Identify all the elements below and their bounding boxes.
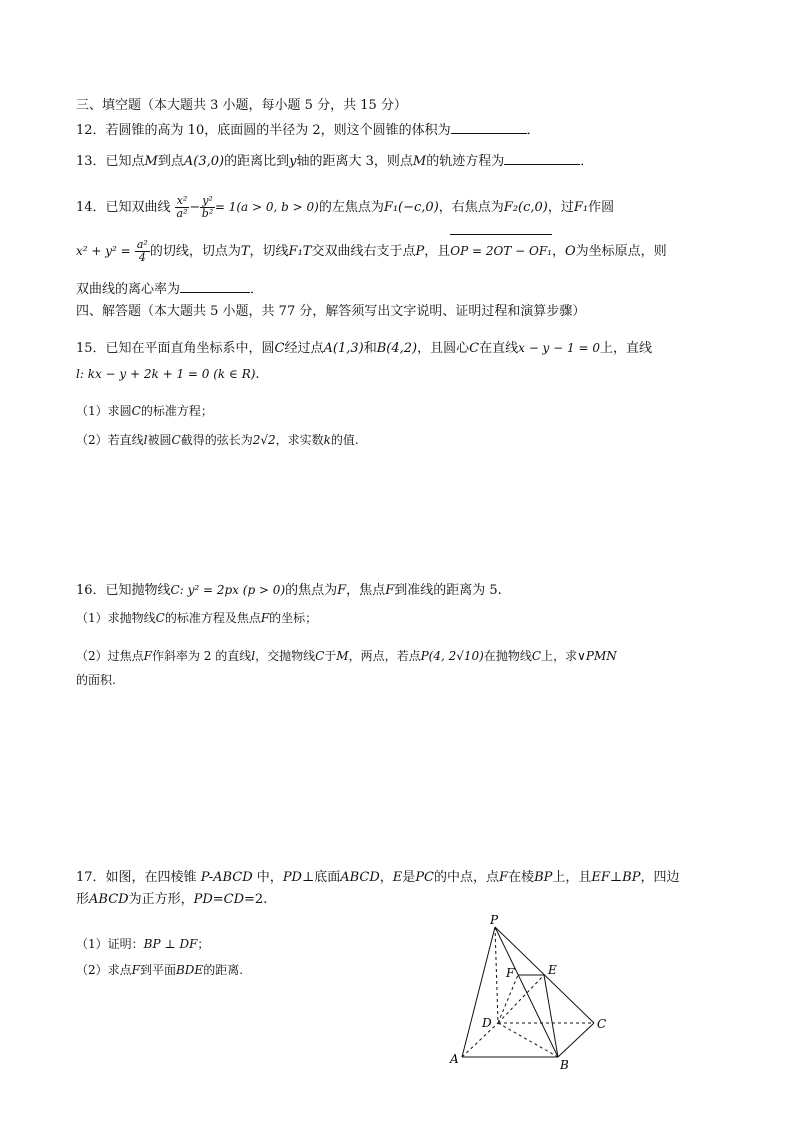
q17-text-o: 上，且 [552,870,592,885]
q17-bp-2: BP [622,870,641,885]
edge-de [498,975,544,1023]
q16-p1-f: F [260,611,270,625]
q17-f: F [499,870,509,885]
question-15-line-1 [76,339,652,358]
q17-text-l2e: 2. [254,892,268,907]
q14-f2: F₂(c,0) [503,200,548,215]
edge-df [498,975,518,1023]
question-12 [76,121,540,140]
q17-text-s: ，四边 [640,870,680,885]
vertex-p-label: P [490,913,499,927]
q15-p2-l: l [143,433,148,447]
q15-point-b: B(4,2) [376,341,418,356]
question-16-part-2-cont [76,671,116,689]
q17-p2-f: F [131,963,140,977]
q14-p: P [415,244,425,259]
q16-p1-text-b: 的标准方程及焦点 [164,611,261,625]
q14-text-c: ，右焦点为 [438,200,504,215]
q14-text-i: ，且 [424,244,451,259]
q16-p2-f: F [143,649,152,663]
vertex-c-label: C [597,1017,607,1031]
q14-f1t: F₁T [288,244,312,259]
q17-pd: PD [282,870,302,885]
question-17-part-1 [76,935,209,953]
q13-answer-blank[interactable] [504,152,580,165]
q17-e: E [392,870,403,885]
q17-pd-cd: PD=CD= [193,892,255,907]
q15-p2-text-e: 的值. [330,433,359,447]
q16-p2-text-c: ，交抛物线 [255,649,316,663]
q17-p1-text-b: ； [197,937,210,951]
q12-text: 12．若圆锥的高为 10，底面圆的半径为 2，则这个圆锥的体积为 [76,123,451,138]
question-14-line-2 [76,236,667,267]
q15-text-d: ，且圆心 [417,341,470,356]
question-15-line-2 [76,365,260,384]
q17-pc: PC [415,870,435,885]
edge-pa [462,927,495,1057]
question-17-line-1 [76,869,679,887]
q14-circle-lhs: x² + y² = [76,244,131,258]
q15-text-e: 在直线 [479,341,519,356]
question-16-line-1 [76,581,502,600]
q13-y-axis: y [289,154,297,169]
q16-text-c: ，焦点 [346,583,386,598]
q17-text-k: 的中点，点 [434,870,500,885]
q13-text-c: 的距离比到 [224,154,290,169]
q17-p1-equation: BP ⊥ DF [143,937,198,951]
q14-circle-frac: $\frac{\text{a²}}{4}$ [136,238,148,264]
q14-text-j: 为坐标原点，则 [575,244,667,259]
q16-p2-c: C [315,649,325,663]
edge-ad [462,1023,498,1057]
question-13 [76,152,593,171]
q17-text-i: 是 [402,870,416,885]
q15-p2-text-c: 截得的弦长为 [180,433,253,447]
q16-p2-text-h: 的面积. [76,673,116,687]
q17-p2-bde: BDE [175,963,204,977]
q16-p2-c2: C [531,649,542,663]
q16-p2-l: l [251,649,256,663]
q13-point-m: M [144,154,158,169]
q16-p1-text-a: （1）求抛物线 [76,611,156,625]
q17-text-l2a: 形 [76,892,90,907]
edge-db [498,1023,558,1057]
q17-text-l2c: 为正方形， [128,892,194,907]
question-15-part-2 [76,431,359,449]
q17-abcd: ABCD [340,870,380,885]
q16-p2-text-d: 于 [324,649,337,663]
q13-text-b: 到点 [157,154,184,169]
q14-text-h: 交双曲线右支于点 [311,244,416,259]
question-16-part-1 [76,609,317,627]
q15-text-a: 15．已知在平面直角坐标系中，圆 [76,341,275,356]
q15-p2-text-d: ，求实数 [275,433,324,447]
q16-text-a: 16．已知抛物线 [76,583,171,598]
q16-p1-c: C [155,611,165,625]
q15-p1-c: C [131,404,141,418]
q15-p2-k: k [323,433,331,447]
q14-text-a: 14．已知双曲线 [76,200,171,215]
q14-answer-blank[interactable] [180,280,250,293]
q15-text-c: 和 [363,341,377,356]
q17-bp: BP [534,870,553,885]
q17-perp: ⊥ [609,870,623,885]
q14-text-e: 作圆 [588,200,615,215]
q16-p1-text-c: 的坐标； [269,611,318,625]
question-16-part-2 [76,647,617,665]
q15-p2-c: C [171,433,181,447]
q16-p2-m: M [336,649,349,663]
q12-end: ． [526,123,540,138]
question-17-line-2 [76,891,267,909]
q14-comma: ， [551,244,565,259]
q14-minus: − [189,200,201,215]
q15-text-f: 上，直线 [599,341,652,356]
section-4-heading: 四、解答题（本大题共 5 小题，共 77 分，解答须写出文字说明、证明过程和演算步骤） [76,304,586,319]
vertex-f-label: F [506,966,515,980]
q16-p2-text-g: 上，求 [541,649,578,663]
q16-p2-text-a: （2）过焦点 [76,649,144,663]
q14-vector-equation: OP = 2OT − OF₁ [450,236,552,266]
q14-eq-rest: = 1(a > 0, b > 0) [214,200,319,214]
edge-bc [558,1023,594,1057]
q17-ef: EF [591,870,610,885]
question-14-line-3 [76,280,263,299]
q16-parabola-equation: C: y² = 2px (p > 0) [170,583,286,597]
q17-text-c: 中， [252,870,283,885]
q13-end: ． [580,154,594,169]
q14-t: T [240,244,250,259]
q14-f1b: F₁ [573,200,589,215]
q17-p1-text-a: （1）证明： [76,937,144,951]
q16-text-b: 的焦点为 [285,583,338,598]
q14-frac-x: $\frac{\text{x²}}{\text{a²}}$ [176,194,188,220]
q15-p1-text-a: （1）求圆 [76,404,132,418]
question-14-line-1 [76,192,614,223]
q15-text-g: . [255,367,260,382]
q15-l-equation: l: kx − y + 2k + 1 = 0 (k ∈ R) [76,367,256,381]
q14-text-b: 的左焦点为 [318,200,384,215]
q14-o: O [564,244,576,259]
q17-abcd-2: ABCD [89,892,129,907]
q14-text-d: ，过 [547,200,574,215]
q15-c2: C [469,341,480,356]
q14-f1: F₁(−c,0) [383,200,439,215]
section-3-heading: 三、填空题（本大题共 3 小题，每小题 5 分，共 15 分） [76,98,407,113]
q15-c: C [274,341,285,356]
q14-end: ． [250,282,264,297]
q14-text-f: 的切线，切点为 [149,244,241,259]
vertex-a-label: A [450,1052,459,1066]
question-15-part-1 [76,402,213,420]
q14-frac-y: $\frac{\text{y²}}{\text{b²}}$ [201,194,214,220]
q15-p2-text-b: 被圆 [147,433,172,447]
q15-p2-chord: 2√2 [252,433,276,447]
q16-f2: F [385,583,395,598]
q13-text-e: 的轨迹方程为 [426,154,505,169]
q16-f: F [337,583,347,598]
q15-point-a: A(1,3) [323,341,364,356]
q16-p2-point-p: P(4, 2√10) [420,649,484,663]
q16-p2-text-e: ，两点，若点 [348,649,421,663]
q13-text-a: 13．已知点 [76,154,145,169]
q17-pyramid: P-ABCD [200,870,253,885]
question-17-part-2 [76,961,243,979]
vertex-b-label: B [560,1058,569,1072]
q16-text-d: 到准线的距离为 5. [394,583,502,598]
q13-point-m-2: M [412,154,427,169]
q16-p2-text-b: 作斜率为 2 的直线 [151,649,252,663]
edge-pd [495,927,498,1023]
q15-line-equation: x − y − 1 = 0 [518,341,600,355]
q15-p2-text-a: （2）若直线 [76,433,144,447]
q14-text-k: 双曲线的离心率为 [76,282,181,297]
edge-pb [495,927,558,1057]
q17-p2-text-a: （2）求点 [76,963,132,977]
q15-text-b: 经过点 [284,341,324,356]
q15-p1-text-b: 的标准方程； [140,404,213,418]
vertex-e-label: E [548,963,557,977]
q17-text-g: ， [379,870,393,885]
q17-text-m: 在棱 [508,870,535,885]
q17-text-e: ⊥底面 [301,870,341,885]
q14-text-g: ，切线 [249,244,289,259]
q12-answer-blank[interactable] [451,121,527,134]
vertex-d-label: D [482,1016,492,1030]
q16-p2-text-f: 在抛物线 [483,649,532,663]
q17-p2-text-b: 到平面 [139,963,176,977]
q13-text-d: 轴的距离大 3，则点 [296,154,413,169]
pyramid-figure [440,910,620,1075]
q13-point-a: A(3,0) [183,154,225,169]
q17-text-a: 17．如图，在四棱锥 [76,870,201,885]
q16-p2-triangle: ∨PMN [577,649,617,663]
edge-be [544,975,558,1057]
q17-p2-text-c: 的距离. [203,963,244,977]
